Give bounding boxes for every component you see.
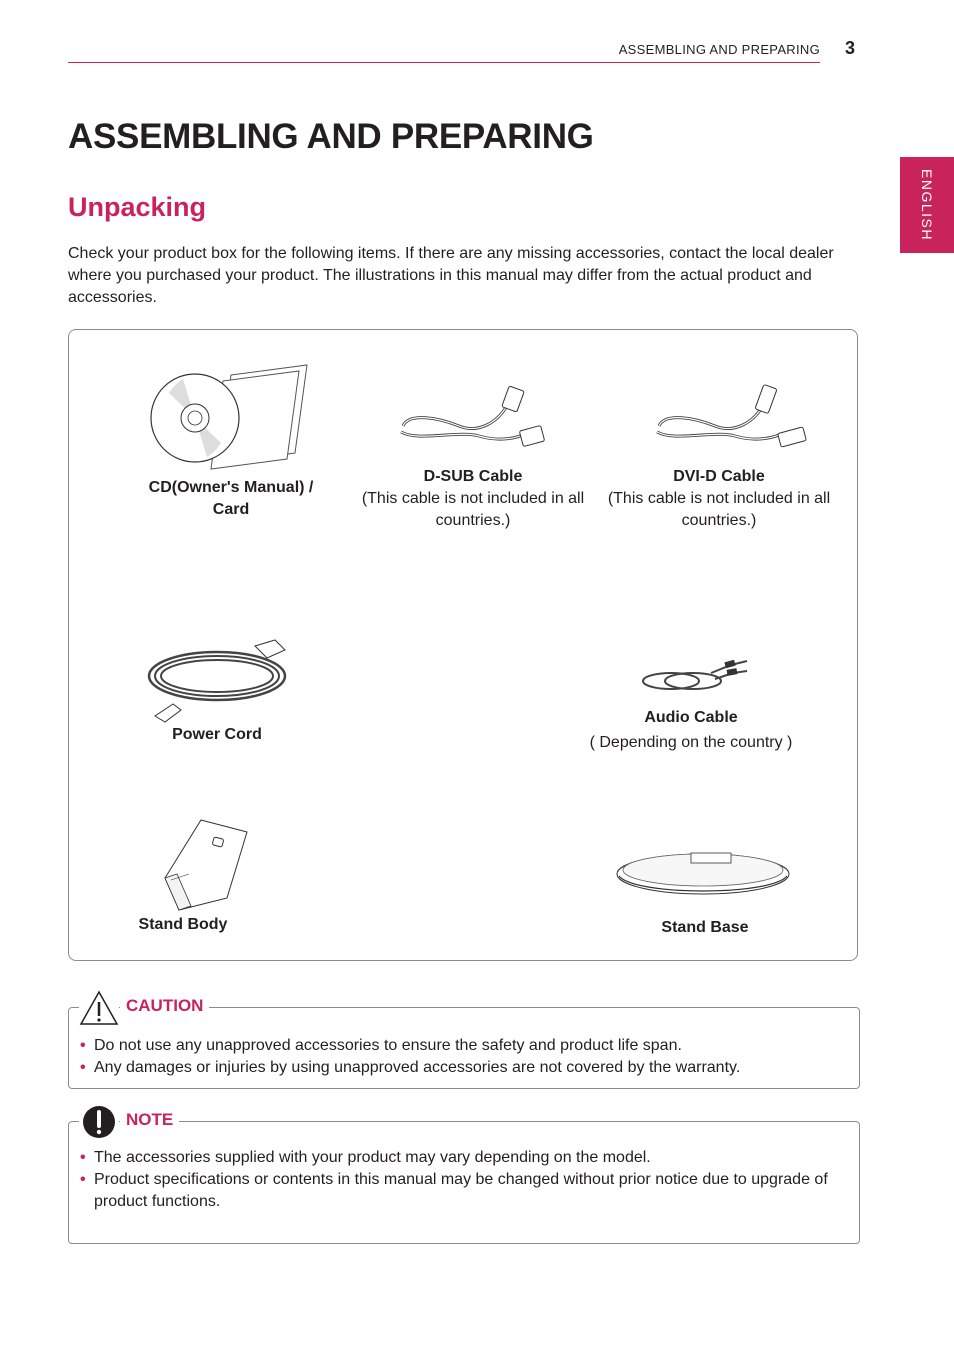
bullet-dot: • [80, 1037, 86, 1054]
section-title: Unpacking [68, 192, 207, 222]
exclamation-icon [79, 1104, 119, 1140]
audio-cable-illustration [641, 653, 751, 695]
language-tab-label: ENGLISH [919, 169, 935, 241]
stand-base-name: Stand Base [661, 919, 749, 936]
page-title: ASSEMBLING AND PREPARING [68, 117, 594, 156]
dsub-cable-illustration [399, 382, 549, 454]
accessories-box [68, 329, 858, 961]
note-item: • Product specifications or contents in this manual may be changed without prior notice due to upgrade of product functions. [80, 1171, 828, 1210]
note-item: • The accessories supplied with your product may vary depending on the model. [80, 1147, 850, 1169]
audio-cable-note: ( Depending on the country ) [589, 734, 793, 751]
header-rule [68, 62, 820, 63]
audio-cable-name: Audio Cable [644, 709, 738, 726]
intro-paragraph: Check your product box for the following items. If there are any missing accessories, contact the local dealer where you purchased your product. The illustrations in this manual may differ from the actual product and accessories. [68, 245, 834, 306]
dvid-cable-illustration [655, 382, 805, 454]
caution-item: • Any damages or injuries by using unapproved accessories are not covered by the warranty. [80, 1057, 850, 1079]
cd-card-illustration [149, 363, 309, 473]
running-header: ASSEMBLING AND PREPARING [618, 42, 820, 57]
dvid-cable-name: DVI-D Cable [673, 468, 765, 485]
warning-icon [79, 990, 119, 1026]
bullet-dot: • [80, 1149, 86, 1166]
note-list [80, 1147, 850, 1213]
caution-box [68, 996, 860, 1089]
audio-cable-label [571, 707, 811, 754]
bullet-dot: • [80, 1171, 86, 1188]
power-cord-label [147, 724, 287, 746]
dvid-cable-label [599, 466, 839, 532]
caution-item: • Do not use any unapproved accessories to ensure the safety and product life span. [80, 1035, 850, 1057]
note-title: NOTE [120, 1110, 179, 1130]
power-cord-illustration [145, 632, 295, 722]
page-number: 3 [845, 38, 856, 58]
dsub-cable-label [353, 466, 593, 532]
bullet-dot: • [80, 1059, 86, 1076]
note-box [68, 1110, 860, 1244]
cd-card-name: CD(Owner's Manual) / [148, 479, 314, 496]
stand-body-illustration [161, 818, 251, 912]
dvid-cable-note: (This cable is not included in all [607, 490, 831, 507]
stand-base-label [635, 917, 775, 939]
caution-title: CAUTION [120, 996, 209, 1016]
cd-card-name-line2: Card [212, 501, 250, 518]
dsub-cable-note-line2: countries.) [435, 512, 511, 529]
stand-body-name: Stand Body [138, 916, 228, 933]
dvid-cable-note-line2: countries.) [681, 512, 757, 529]
stand-base-illustration [615, 850, 791, 900]
language-tab [900, 157, 954, 253]
caution-list [80, 1035, 850, 1079]
power-cord-name: Power Cord [172, 726, 262, 743]
cd-card-label [131, 477, 331, 521]
dsub-cable-note: (This cable is not included in all [361, 490, 585, 507]
stand-body-label [123, 914, 243, 936]
dsub-cable-name: D-SUB Cable [423, 468, 523, 485]
